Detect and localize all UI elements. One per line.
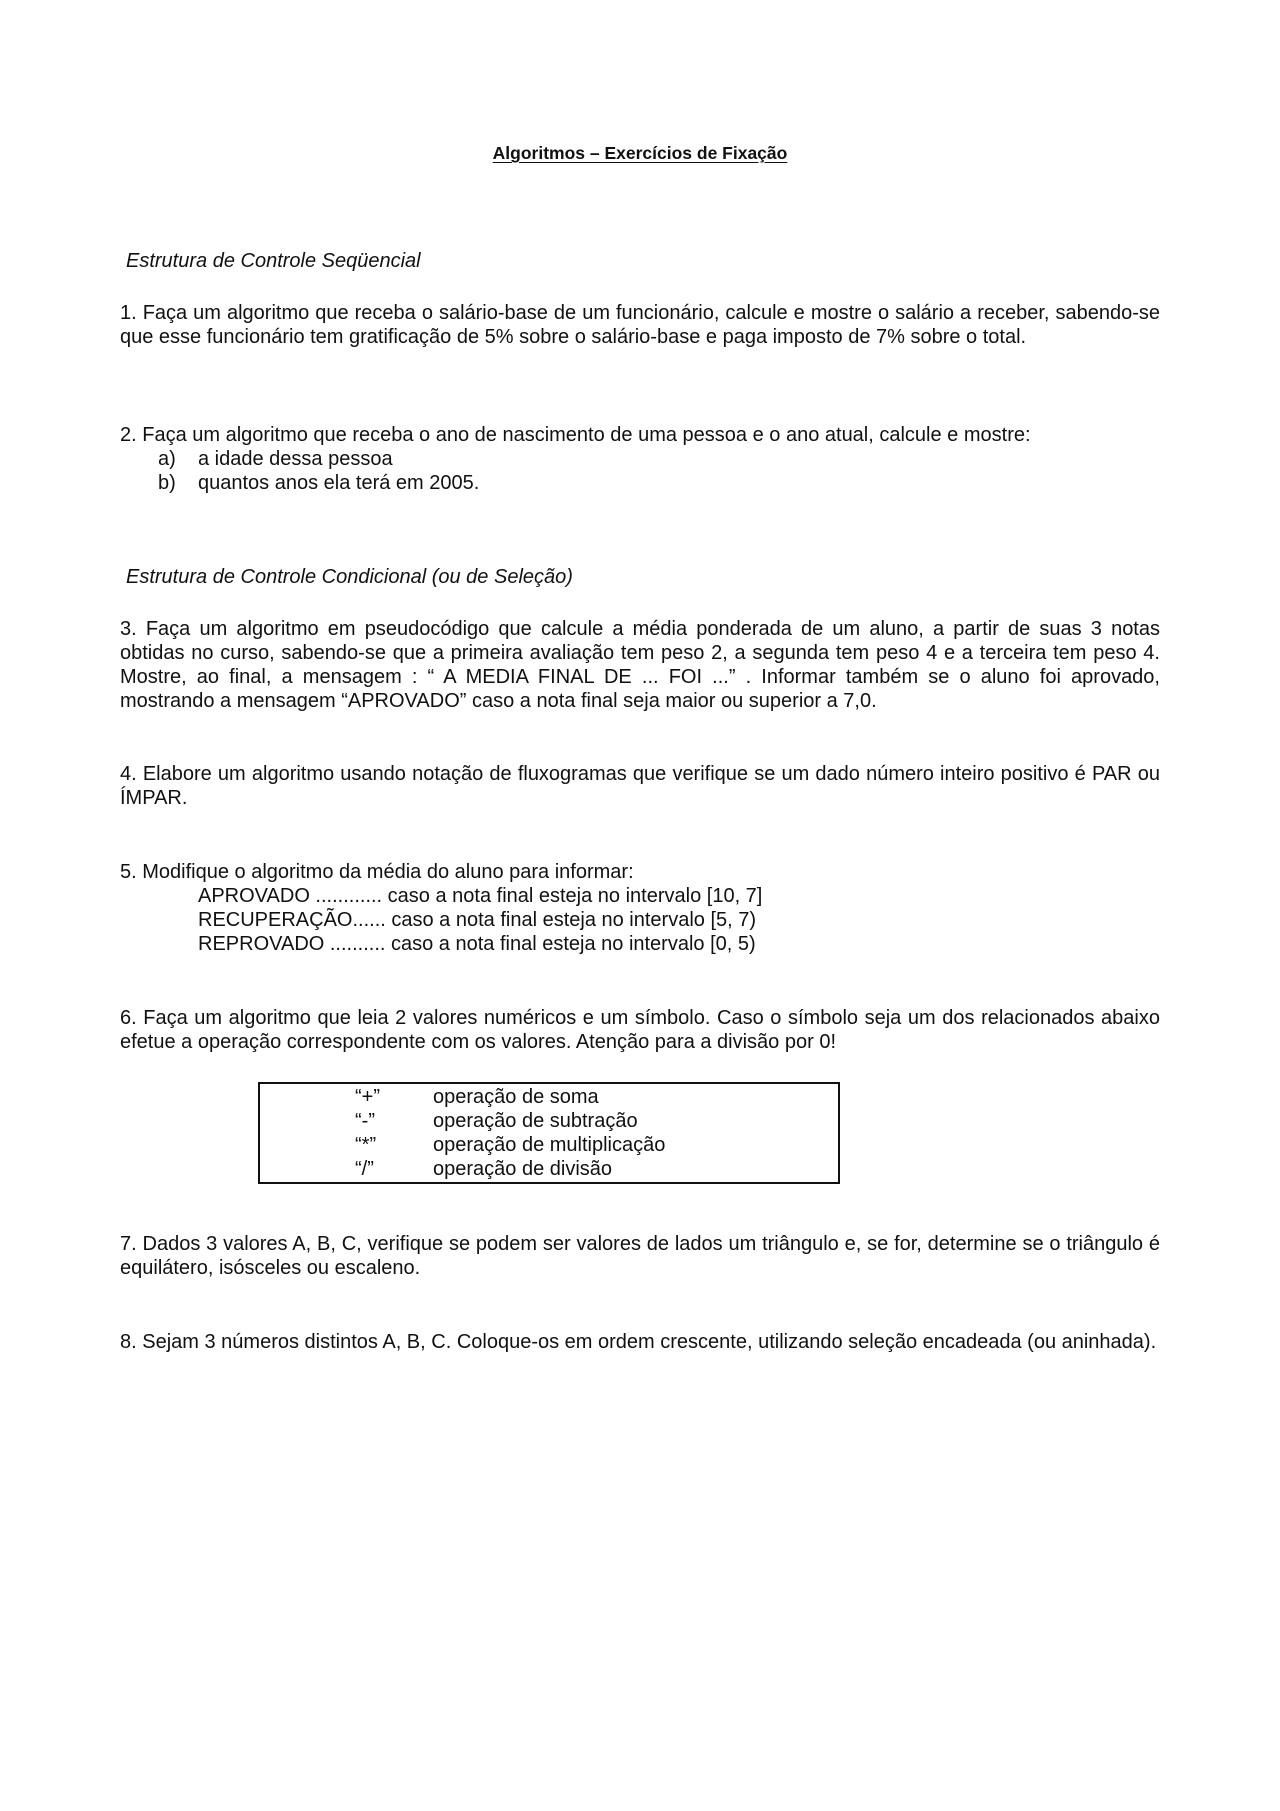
operation-description: operação de soma [433,1086,599,1108]
section-heading-condicional: Estrutura de Controle Condicional (ou de Seleção) [126,566,573,588]
exercise-4: 4. Elabore um algoritmo usando notação de fluxogramas que verifique se um dado número inteiro positivo é PAR ou ÍMPAR. [120,763,1160,809]
operation-description: operação de multiplicação [433,1134,666,1156]
exercise-5: 5. Modifique o algoritmo da média do aluno para informar: [120,861,634,883]
exercise-1: 1. Faça um algoritmo que receba o salário-base de um funcionário, calcule e mostre o salário a receber, sabendo-se que esse funcionário tem gratificação de 5% sobre o salário-base e paga imposto de 7% sobre o total. [120,302,1160,348]
operation-description: operação de subtração [433,1110,638,1132]
operation-symbol: “/” [355,1158,374,1180]
table-row [260,1157,838,1181]
table-row [260,1085,838,1109]
list-item-text: quantos anos ela terá em 2005. [198,472,480,494]
operation-symbol: “-” [355,1110,375,1132]
exercise-8: 8. Sejam 3 números distintos A, B, C. Coloque-os em ordem crescente, utilizando seleção encadeada (ou aninhada). [120,1331,1157,1353]
section-heading-sequencial: Estrutura de Controle Seqüencial [126,250,421,272]
operation-symbol: “+” [355,1086,380,1108]
exercise-7: 7. Dados 3 valores A, B, C, verifique se podem ser valores de lados um triângulo e, se for, determine se o triângulo é equilátero, isósceles ou escaleno. [120,1233,1160,1279]
list-item [158,447,479,471]
operations-table [258,1082,840,1184]
operation-description: operação de divisão [433,1158,613,1180]
list-marker: b) [158,472,176,494]
exercise-5-ranges [198,884,762,956]
operation-symbol: “*” [355,1134,377,1156]
exercise-3: 3. Faça um algoritmo em pseudocódigo que calcule a média ponderada de um aluno, a partir de suas 3 notas obtidas no curso, sabendo-se que a primeira avaliação tem peso 2, a segunda tem peso 4 e a terceira tem peso 4. Mostre, ao final, a mensagem : “ A MEDIA FINAL DE ... FOI ...” . Informar também se o aluno foi aprovado, mostrando a mensagem “APROVADO” caso a nota final seja maior ou superior a 7,0. [120,618,1160,712]
list-marker: a) [158,448,176,470]
exercise-2-items [158,447,479,495]
list-item-text: a idade dessa pessoa [198,448,393,470]
page-title: Algoritmos – Exercícios de Fixação [492,143,788,163]
list-item [158,471,479,495]
table-row [260,1109,838,1133]
range-line-aprovado: APROVADO ............ caso a nota final esteja no intervalo [10, 7] [198,885,763,907]
range-line-recuperacao: RECUPERAÇÃO...... caso a nota final esteja no intervalo [5, 7) [198,909,757,931]
table-row [260,1133,838,1157]
range-line-reprovado: REPROVADO .......... caso a nota final esteja no intervalo [0, 5) [198,933,756,955]
exercise-6: 6. Faça um algoritmo que leia 2 valores numéricos e um símbolo. Caso o símbolo seja um dos relacionados abaixo efetue a operação correspondente com os valores. Atenção para a divisão por 0! [120,1007,1160,1053]
exercise-2: 2. Faça um algoritmo que receba o ano de nascimento de uma pessoa e o ano atual, calcule e mostre: [120,424,1031,446]
